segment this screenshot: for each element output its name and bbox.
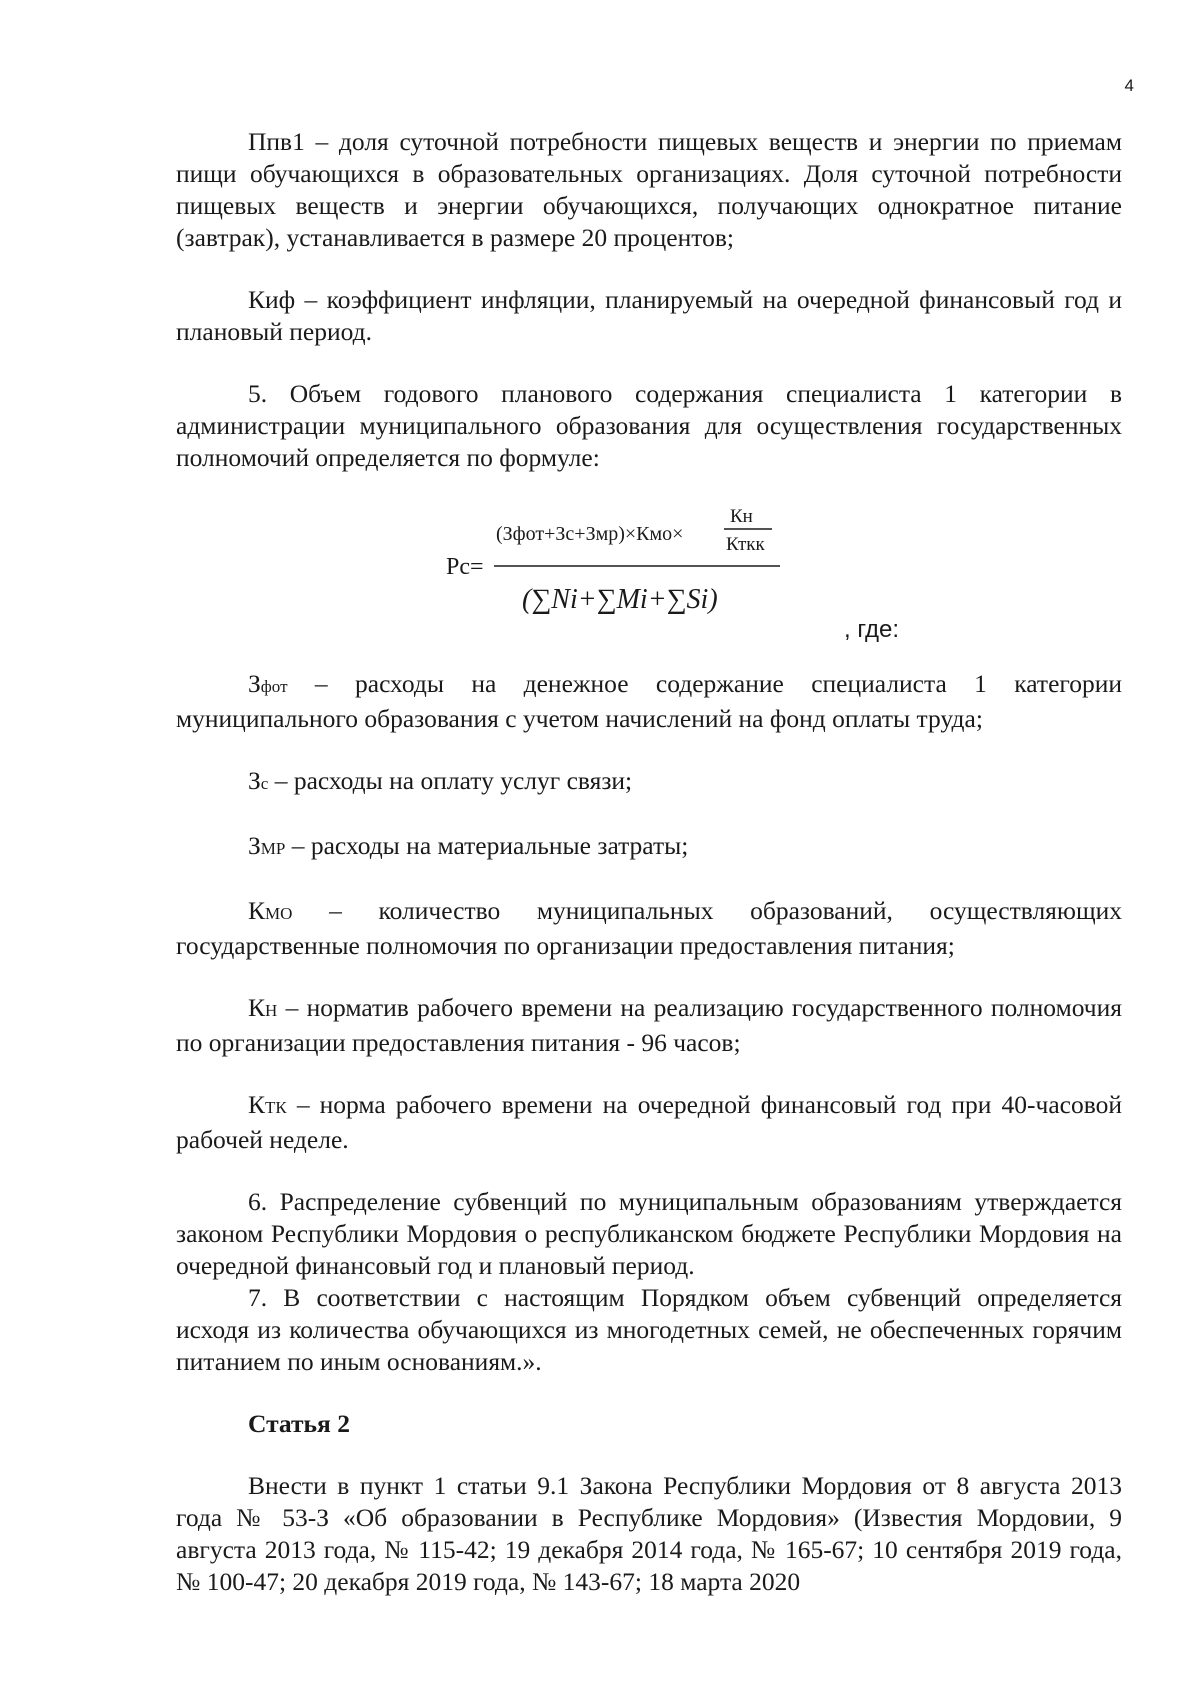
formula-fraction-denominator: Кткк <box>726 534 765 555</box>
formula-denominator: (∑Ni+∑Mi+∑Si) <box>522 584 718 615</box>
definition-ktk: КТК – норма рабочего времени на очередной финансовый год при 40-часовой рабочей неделе. <box>176 1090 1122 1154</box>
formula-graphic <box>446 496 846 646</box>
formula-numerator: (Зфот+Зс+Змр)×Кмо× <box>496 523 684 545</box>
paragraph-kif: Киф – коэффициент инфляции, планируемый на очередной финансовый год и плановый период. <box>176 285 1122 346</box>
article-2-text: Внести в пункт 1 статьи 9.1 Закона Республики Мордовия от 8 августа 2013 года № 53-З «Об образовании в Республике Мордовия» (Известия Мордовии, 9 августа 2013 года, № 115-42; 19 декабря 2014 года, № 165-67; 10 сентября 2019 года, № 100-47; 20 декабря 2019 года, № 143-67; 18 марта 2020 <box>176 1471 1122 1596</box>
paragraph-ppv1: Ппв1 – доля суточной потребности пищевых веществ и энергии по приемам пищи обучающихся в образовательных организациях. Доля суточной потребности пищевых веществ и энергии обучающихся, получающих однократное питание (завтрак), устанавливается в размере 20 процентов; <box>176 127 1122 252</box>
formula-lhs: Pc= <box>446 554 484 580</box>
definition-zmr: ЗМР – расходы на материальные затраты; <box>248 831 689 860</box>
formula-where: , где: <box>844 616 900 643</box>
page-number: 4 <box>1124 76 1134 95</box>
article-2-heading: Статья 2 <box>248 1409 350 1438</box>
definition-kmo: КМО – количество муниципальных образований, осуществляющих государственные полномочия по организации предоставления питания; <box>176 896 1122 960</box>
formula-block <box>176 496 1122 646</box>
formula-fraction-numerator: Кн <box>730 506 753 527</box>
definition-zs: Зс – расходы на оплату услуг связи; <box>248 766 633 795</box>
paragraph-item-5: 5. Объем годового планового содержания специалиста 1 категории в администрации муниципального образования для осуществления государственных полномочий определяется по формуле: <box>176 379 1122 472</box>
document-body <box>176 126 1122 1598</box>
definition-kn: КН – норматив рабочего времени на реализацию государственного полномочия по организации предоставления питания - 96 часов; <box>176 993 1122 1057</box>
paragraph-item-7: 7. В соответствии с настоящим Порядком объем субвенций определяется исходя из количества обучающихся из многодетных семей, не обеспеченных горячим питанием по иным основаниям.». <box>176 1283 1122 1376</box>
paragraph-item-6: 6. Распределение субвенций по муниципальным образованиям утверждается законом Республики Мордовия о республиканском бюджете Республики Мордовия на очередной финансовый год и плановый период. <box>176 1187 1122 1280</box>
definition-zfot: Зфот – расходы на денежное содержание специалиста 1 категории муниципального образования с учетом начислений на фонд оплаты труда; <box>176 669 1122 733</box>
